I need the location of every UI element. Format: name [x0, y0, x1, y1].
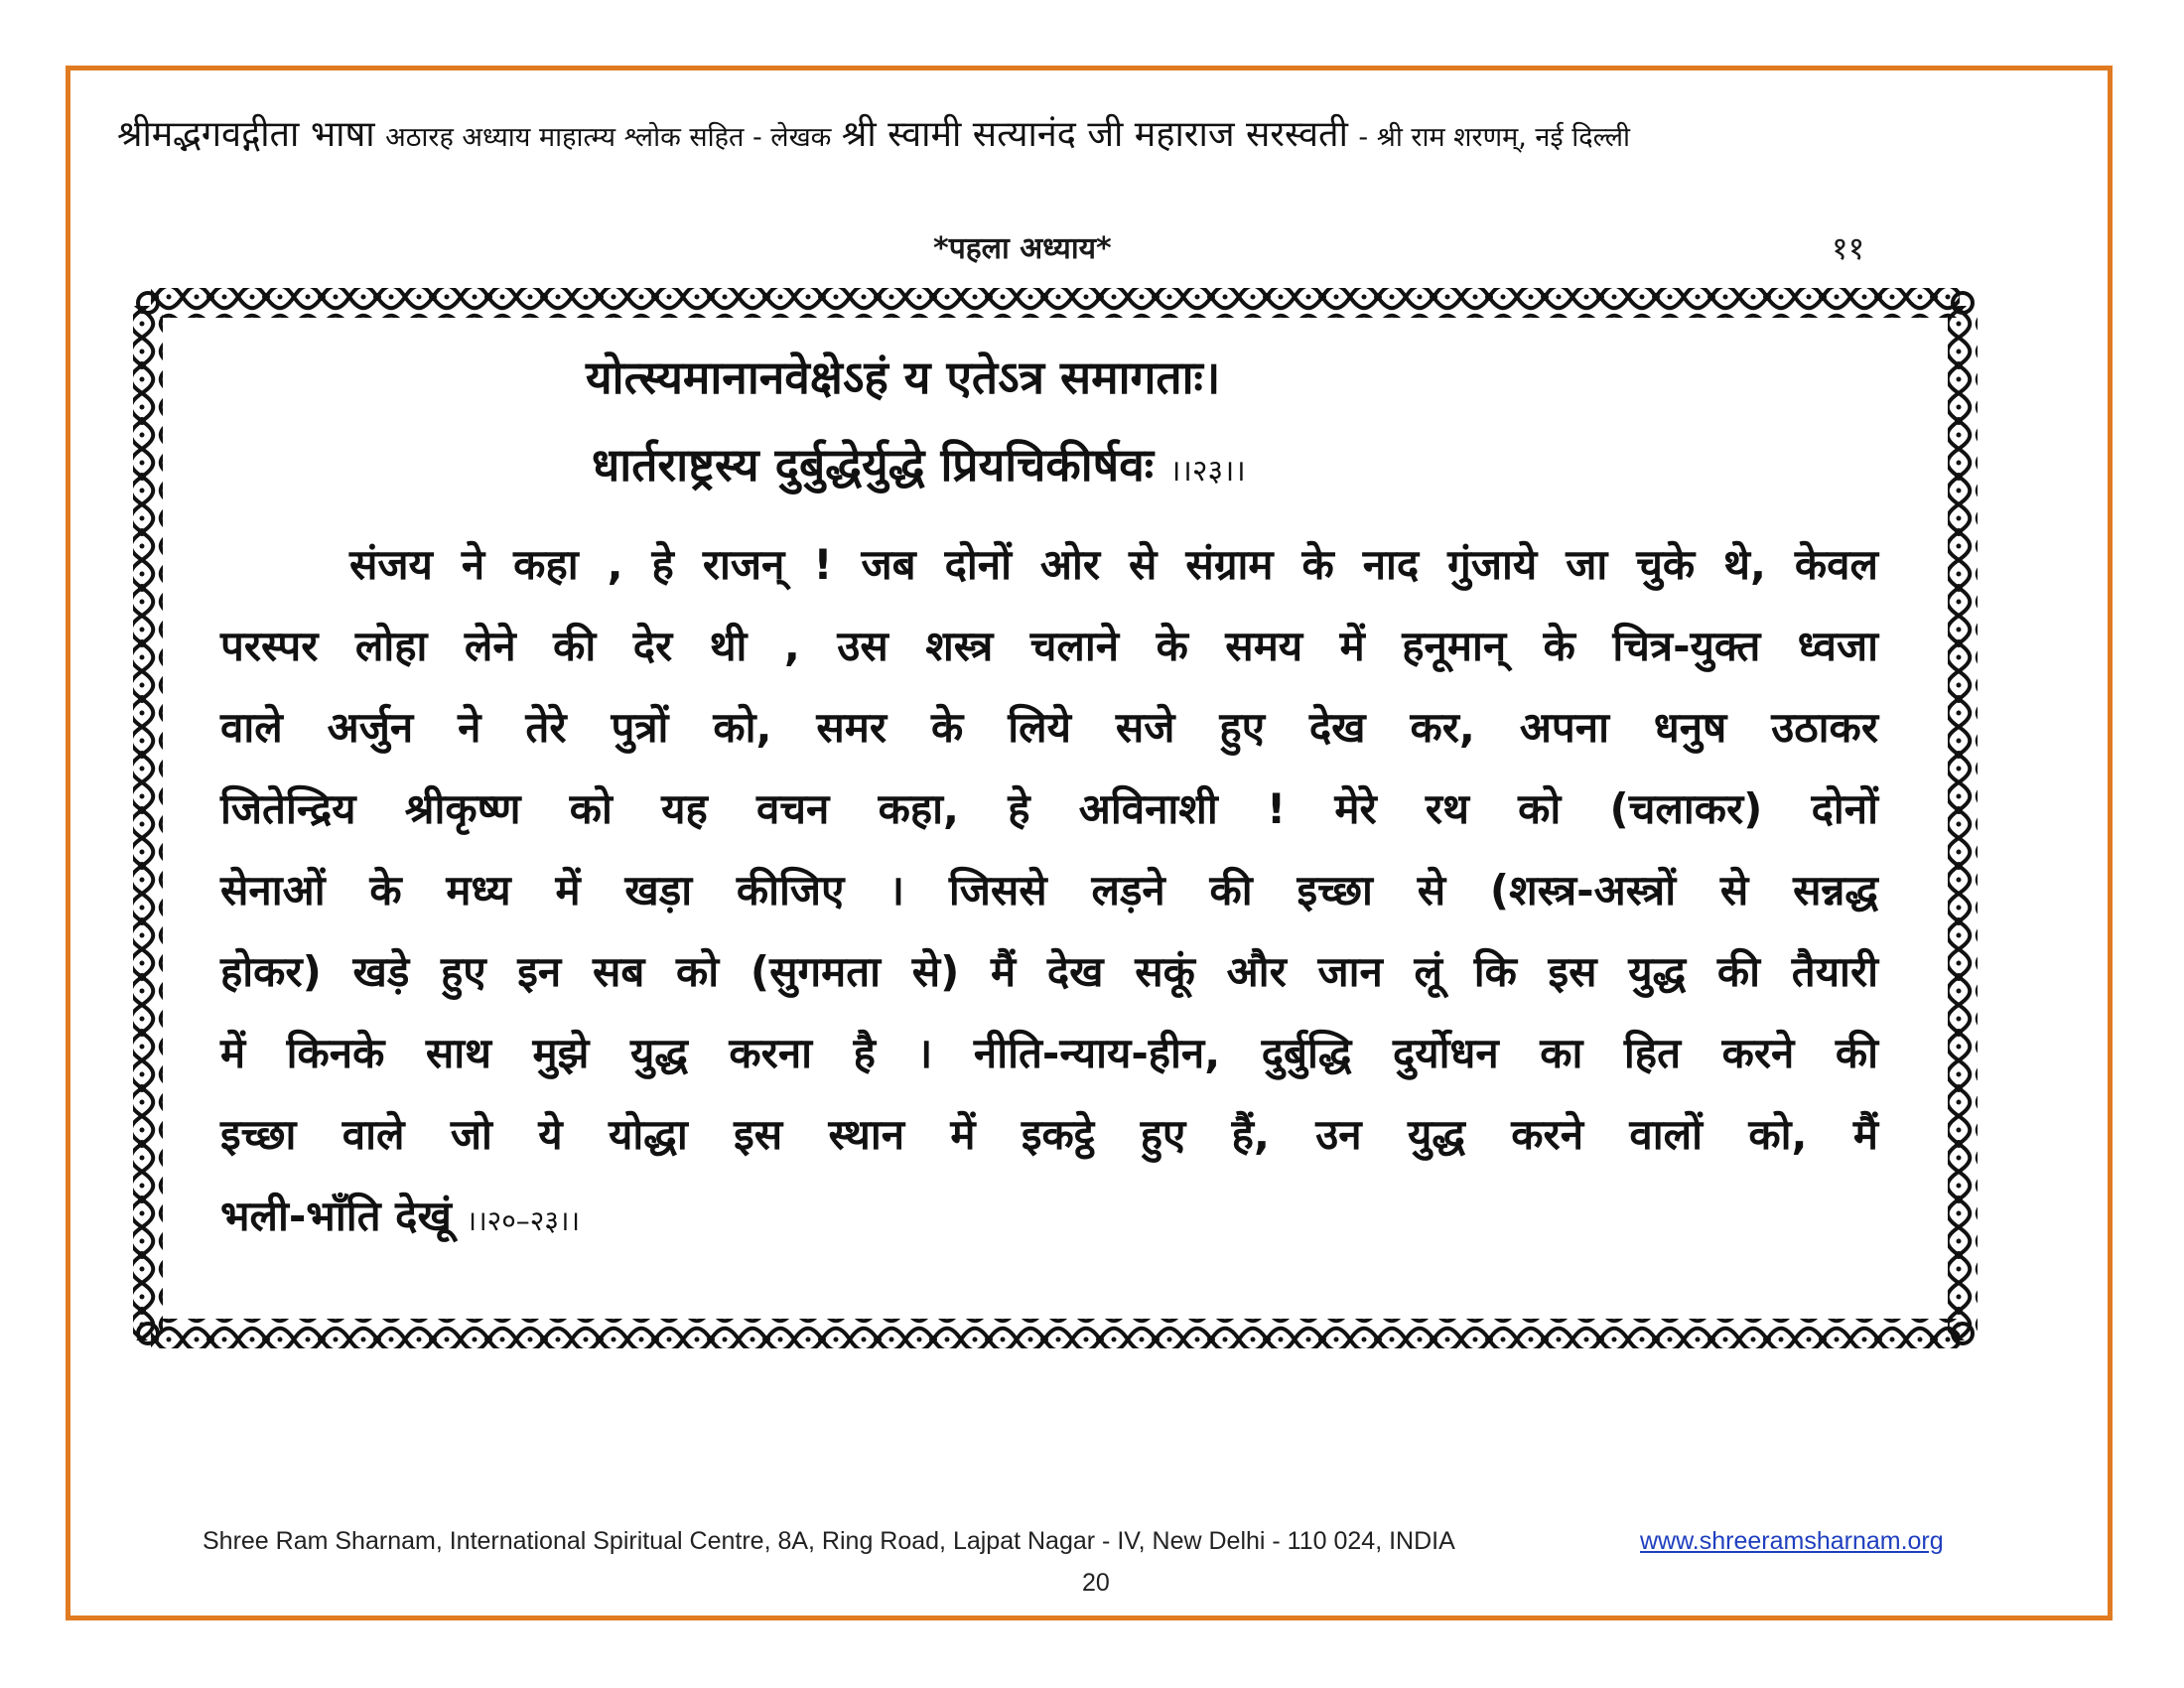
- header-title: श्रीमद्भगवद्गीता भाषा: [117, 114, 375, 155]
- verse-text-2: धार्तराष्ट्रस्य दुर्बुद्धेर्युद्धे प्रियचिकीर्षवः: [592, 438, 1155, 492]
- translation-line: में किनके साथ मुझे युद्ध करना है । नीति-न्याय-हीन, दुर्बुद्धि दुर्योधन का हित करने की: [220, 1029, 1878, 1077]
- header-subtitle: अठारह अध्याय माहात्म्य श्लोक सहित - लेखक: [385, 122, 832, 153]
- translation-line: वाले अर्जुन ने तेरे पुत्रों को, समर के लिये सजे हुए देख कर, अपना धनुष उठाकर: [220, 703, 1878, 752]
- translation-line: संजय ने कहा , हे राजन् ! जब दोनों ओर से संग्राम के नाद गुंजाये जा चुके थे, केवल: [349, 540, 1878, 589]
- scan-page-number: ११: [1832, 229, 1865, 267]
- header-publisher: - श्री राम शरणम्, नई दिल्ली: [1358, 122, 1631, 153]
- verse-range-number: ।।२०–२३।।: [466, 1204, 581, 1237]
- translation-line: भली-भाँति देखूं: [220, 1192, 452, 1240]
- header-author: श्री स्वामी सत्यानंद जी महाराज सरस्वती: [841, 114, 1348, 155]
- chapter-title: *पहला अध्याय*: [933, 231, 1112, 266]
- verse-text-1: योत्स्यमानानवेक्षेऽहं य एतेऽत्र समागताः।: [586, 351, 1221, 404]
- footer-page-number: 20: [1082, 1569, 1110, 1597]
- translation-line: जितेन्द्रिय श्रीकृष्ण को यह वचन कहा, हे अविनाशी ! मेरे रथ को (चलाकर) दोनों: [220, 784, 1878, 833]
- verse-number: ।।२३।।: [1169, 454, 1246, 489]
- translation-line: होकर) खड़े हुए इन सब को (सुगमता से) मैं देख सकूं और जान लूं कि इस युद्ध की तैयारी: [220, 947, 1878, 996]
- verse-line-1: [586, 348, 1578, 407]
- translation-line: सेनाओं के मध्य में खड़ा कीजिए । जिससे लड़ने की इच्छा से (शस्त्र-अस्त्रों से सन्नद्ध: [220, 866, 1878, 914]
- verse-line-2: [592, 435, 1584, 501]
- translation-last-line: [220, 1176, 1878, 1262]
- translation-paragraph: [220, 524, 1878, 1262]
- footer-address: Shree Ram Sharnam, International Spiritual Centre, 8A, Ring Road, Lajpat Nagar - IV, New Delhi - 110 024, INDIA: [203, 1527, 1455, 1555]
- website-link[interactable]: www.shreeramsharnam.org: [1640, 1527, 1944, 1555]
- page-header: [117, 111, 2093, 162]
- translation-line: इच्छा वाले जो ये योद्धा इस स्थान में इकट्ठे हुए हैं, उन युद्ध करने वालों को, मैं: [220, 1110, 1878, 1159]
- translation-line: परस्पर लोहा लेने की देर थी , उस शस्त्र चलाने के समय में हनूमान् के चित्र-युक्त ध्वजा: [220, 622, 1878, 670]
